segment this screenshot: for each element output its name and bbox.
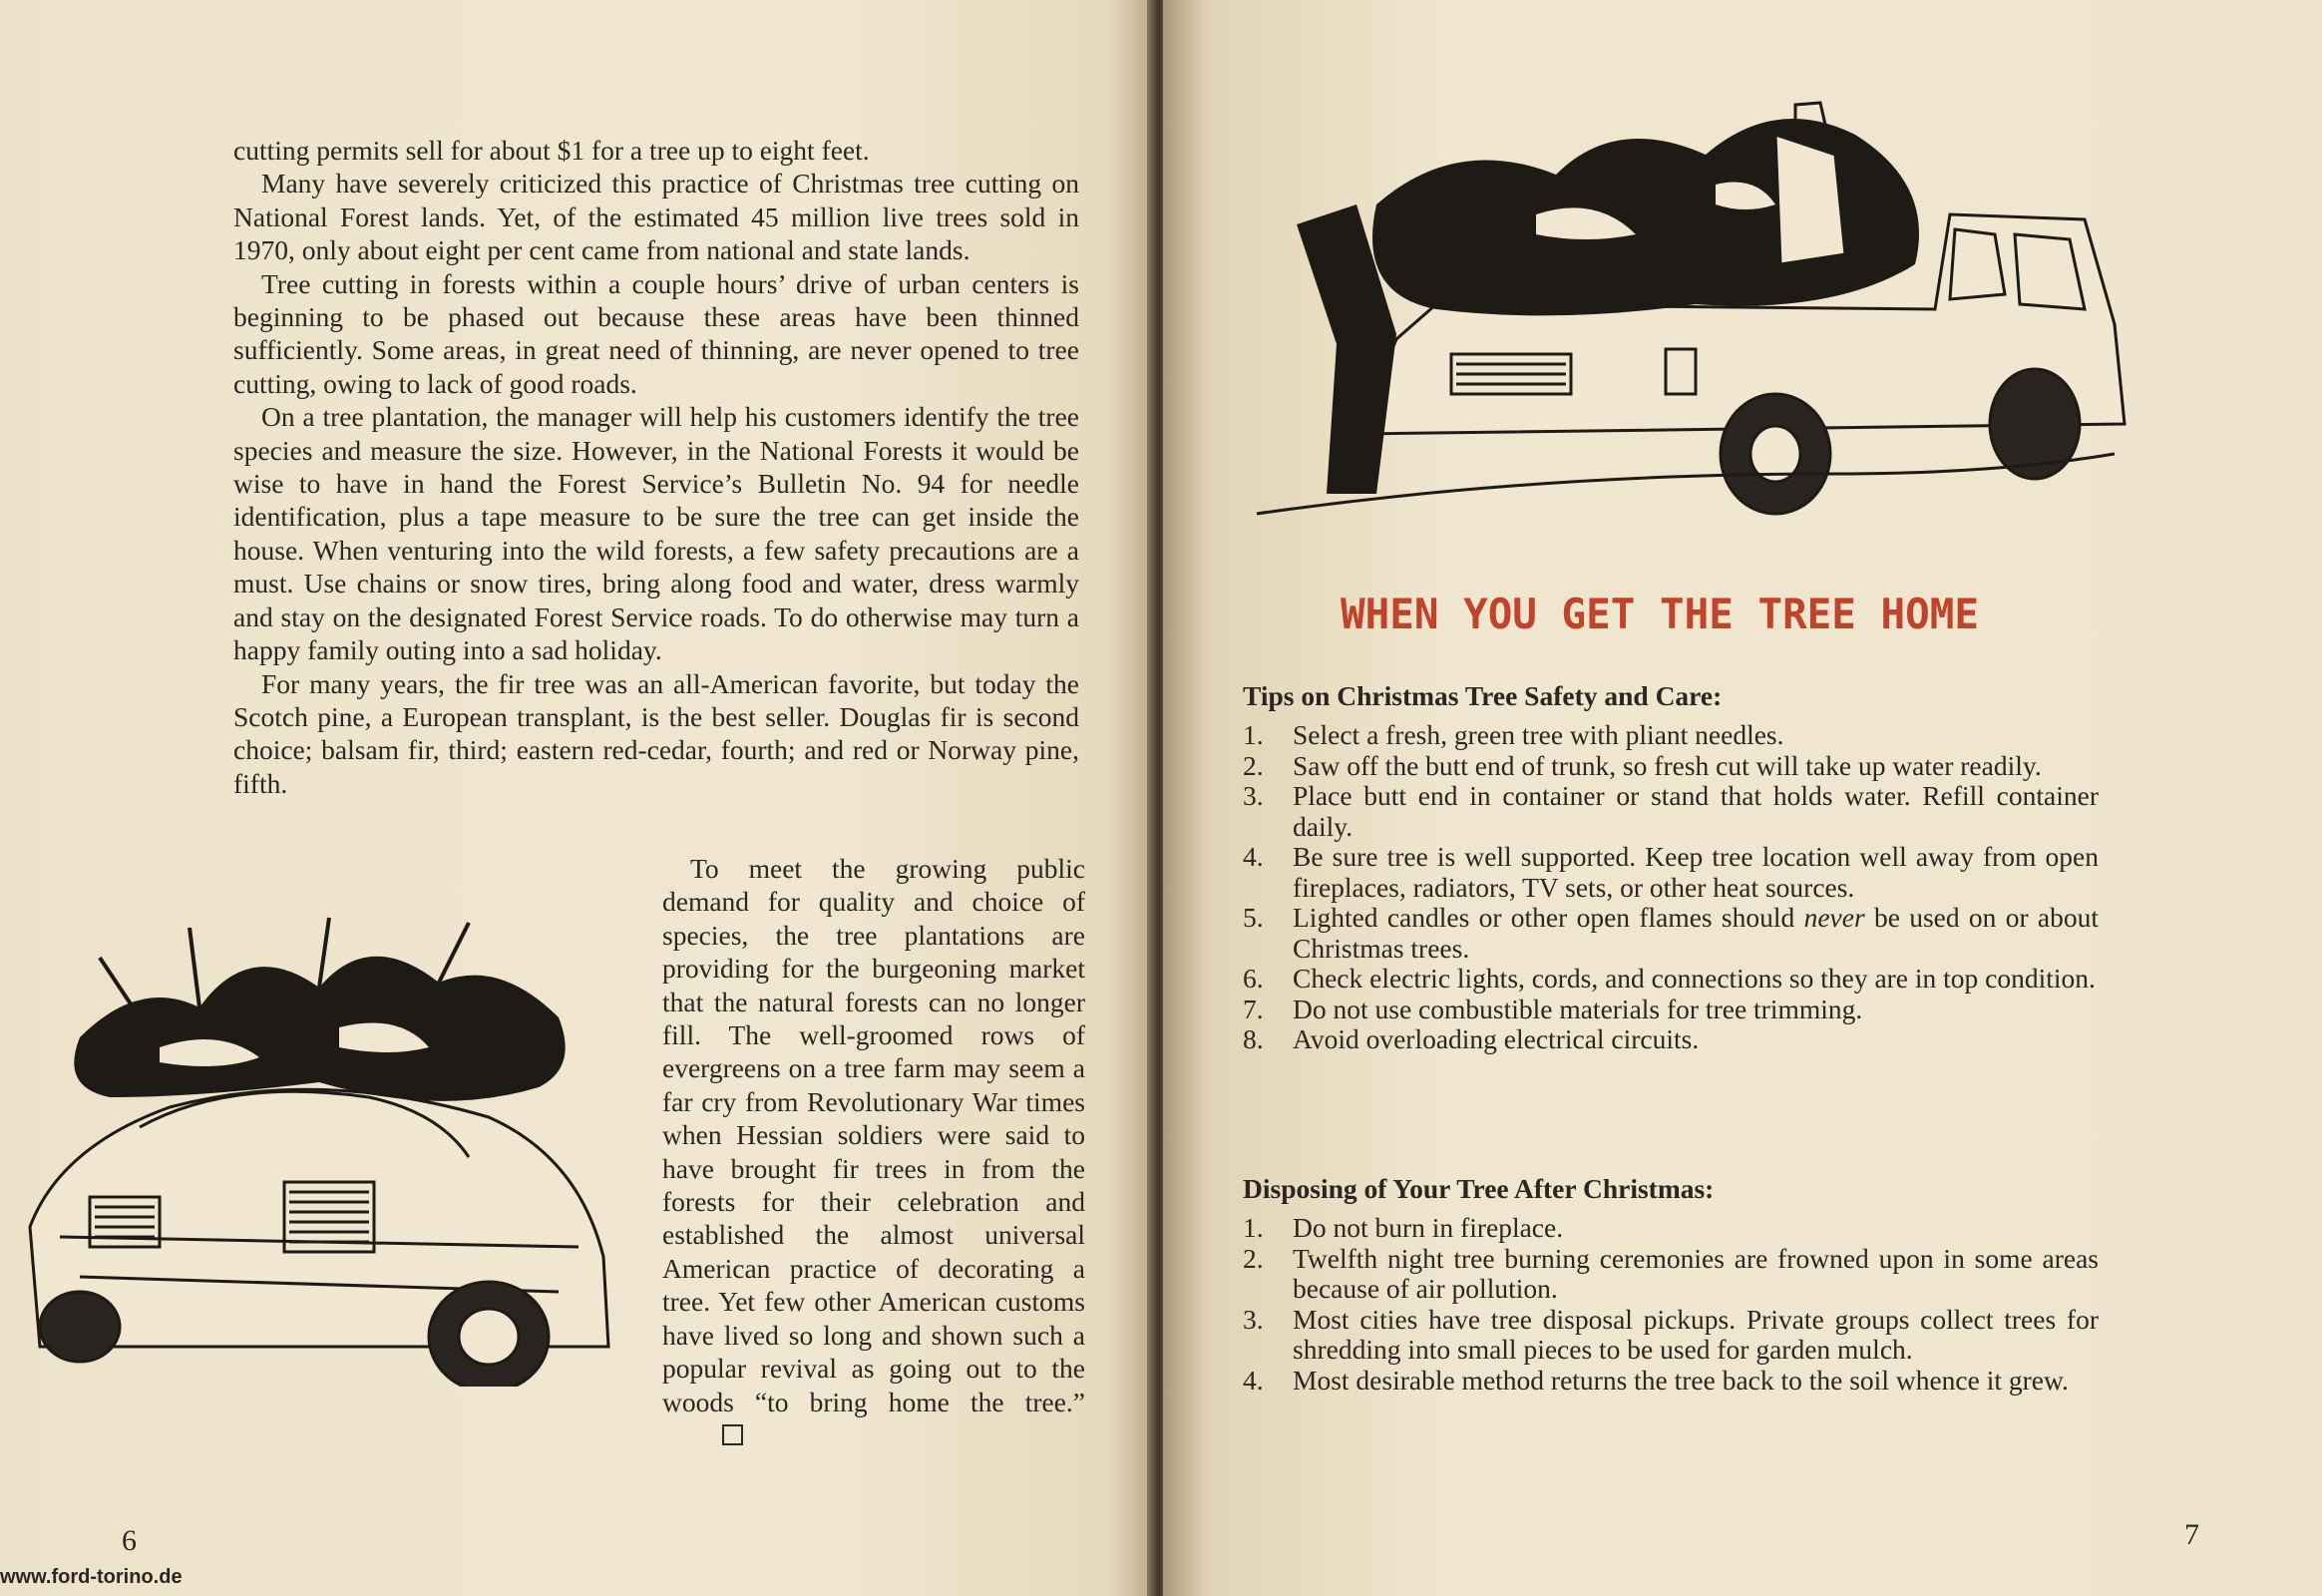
disposal-heading: Disposing of Your Tree After Christmas: xyxy=(1243,1173,1715,1204)
disposal-tips-list xyxy=(1243,1213,2099,1396)
list-item: 1. Select a fresh, green tree with pliant needles. xyxy=(1243,719,1784,750)
narrow-paragraph-text: To meet the growing public demand for quality and choice of species, the tree plantations are providing for the burgeoning market that the natural forests can no longer fill. The well-groomed rows of evergreens on a tree farm may seem a far cry from Revolutionary War times when Hessian soldiers were said to have brought fir trees in from the forests for their celebration and established the almost universal American practice of decorating a tree. Yet few other American customs have lived so long and shown such a popular revival as going out to the woods “to bring home the tree.” xyxy=(662,853,1085,1417)
paragraph: On a tree plantation, the manager will help his customers identify the tree species and measure the size. However, in the National Forests it would be wise to have in hand the Forest Service’s Bulletin No. 94 for needle identification, plus a tape measure to be sure the tree can get inside the house. When venturing into the wild forests, a few safety precautions are a must. Use chains or snow tires, bring along food and water, dress warmly and stay on the designated Forest Service roads. To do otherwise may turn a happy family outing into a sad holiday. xyxy=(233,401,1079,666)
paragraph: cutting permits sell for about $1 for a tree up to eight feet. xyxy=(233,135,870,166)
paragraph: For many years, the fir tree was an all-American favorite, but today the Scotch pine, a European transplant, is the best seller. Douglas fir is second choice; balsam fir, third; eastern red-cedar, fourth; and red or Norway pine, fifth. xyxy=(233,667,1079,799)
page-number: 7 xyxy=(2184,1518,2199,1551)
car-with-tree-illustration xyxy=(20,898,628,1387)
end-mark-icon xyxy=(722,1424,743,1445)
page-number: 6 xyxy=(122,1524,137,1557)
list-item: 3. Place butt end in container or stand that holds water. Refill container daily. xyxy=(1243,780,2099,842)
section-title xyxy=(1331,589,1989,638)
list-item: 5. Lighted candles or other open flames should never be used on or about Christmas trees. xyxy=(1243,902,2099,964)
list-item: 6. Check electric lights, cords, and connections so they are in top condition. xyxy=(1243,963,2096,994)
safety-heading: Tips on Christmas Tree Safety and Care: xyxy=(1243,680,1723,711)
safety-tips-list xyxy=(1243,720,2099,1055)
section-title-text: WHEN YOU GET THE TREE HOME xyxy=(1341,590,1979,638)
paragraph: Many have severely criticized this practice of Christmas tree cutting on National Forest lands. Yet, of the estimated 45 million live trees sold in 1970, only about eight per cent came from national and state lands. xyxy=(233,168,1079,266)
left-narrow-column xyxy=(662,852,1085,1451)
left-page xyxy=(0,0,1155,1596)
paragraph: Tree cutting in forests within a couple hours’ drive of urban centers is beginning to be phased out because these areas have been thinned sufficiently. Some areas, in great need of thinning, are never opened to tree cutting, owing to lack of good roads. xyxy=(233,267,1079,399)
list-item: 4. Be sure tree is well supported. Keep tree location well away from open fireplaces, radiators, TV sets, or other heat sources. xyxy=(1243,841,2099,903)
pickup-truck-illustration xyxy=(1237,95,2134,554)
list-item: 1. Do not burn in fireplace. xyxy=(1243,1212,1564,1243)
left-main-text xyxy=(233,134,1079,800)
paragraph xyxy=(662,852,1085,1451)
list-item: 8. Avoid overloading electrical circuits. xyxy=(1243,1023,1700,1054)
list-item: 2. Twelfth night tree burning ceremonies are frowned upon in some areas because of air pollution. xyxy=(1243,1242,2099,1304)
list-item: 7. Do not use combustible materials for tree trimming. xyxy=(1243,993,1863,1024)
watermark: www.ford-torino.de xyxy=(0,1566,183,1588)
list-item: 3. Most cities have tree disposal pickups. Private groups collect trees for shredding into small pieces to be used for garden mulch. xyxy=(1243,1303,2099,1365)
list-item: 2. Saw off the butt end of trunk, so fresh cut will take up water readily. xyxy=(1243,749,2042,781)
list-item: 4. Most desirable method returns the tree back to the soil whence it grew. xyxy=(1243,1364,2069,1396)
